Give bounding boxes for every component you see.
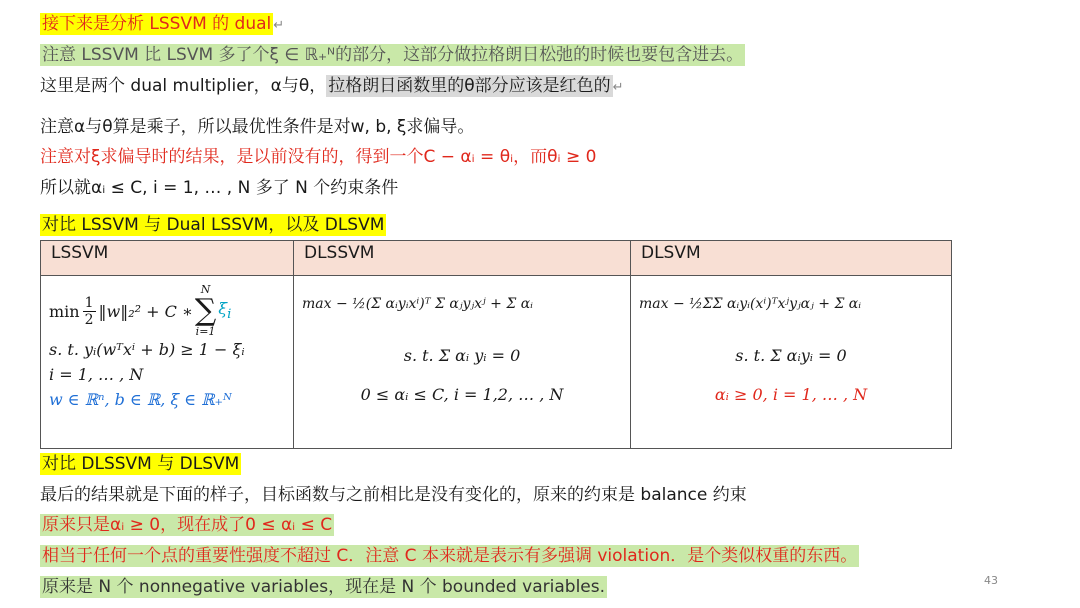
lssvm-constraint-3: w ∈ ℝⁿ, b ∈ ℝ, ξ ∈ ℝ₊ᴺ xyxy=(49,390,232,409)
half-fraction: $\frac{1}{2}$ xyxy=(84,294,94,328)
comparison-table xyxy=(40,240,952,449)
dlssvm-constraint-2: 0 ≤ αᵢ ≤ C, i = 1,2, … , N xyxy=(360,385,564,404)
page-number: 43 xyxy=(984,574,998,587)
lssvm-constraint-2: i = 1, … , N xyxy=(49,365,144,384)
xi-term: $\xi_i$ xyxy=(218,299,232,323)
note-optimality-conditions: 注意α与θ算是乘子，所以最优性条件是对w, b, ξ求偏导。 xyxy=(40,117,475,137)
note-importance-bound: 相当于任何一个点的重要性强度不超过 C．注意 C 本来就是表示有多强调 violation．是个类似权重的东西。 xyxy=(42,546,858,566)
dlsvm-constraint-1: s. t. Σ αᵢyᵢ = 0 xyxy=(735,346,847,365)
cell-dlsvm xyxy=(631,276,952,449)
heading-dual-analysis: 接下来是分析 LSSVM 的 dual ↵ xyxy=(42,14,285,34)
note-variable-types: 原来是 N 个 nonnegative variables，现在是 N 个 bounded variables. xyxy=(42,577,606,597)
note-dual-multipliers: 这里是两个 dual multiplier，α与θ， 拉格朗日函数里的θ部分应该是红色的 ↵ xyxy=(40,76,624,96)
note-extra-constraints: 所以就αᵢ ≤ C, i = 1, … , N 多了 N 个约束条件 xyxy=(40,178,399,198)
note-constraint-change: 原来只是αᵢ ≥ 0，现在成了0 ≤ αᵢ ≤ C xyxy=(42,515,333,535)
dlsvm-objective: max − ½ΣΣ αᵢyᵢ(xⁱ)ᵀxʲyⱼαⱼ + Σ αᵢ xyxy=(639,296,862,312)
header-dlssvm: DLSSVM xyxy=(294,241,631,276)
table-header-row xyxy=(41,241,952,276)
heading-compare-dual: 对比 DLSSVM 与 DLSVM xyxy=(42,454,240,474)
lssvm-constraint-1: s. t. yᵢ(wᵀxⁱ + b) ≥ 1 − ξᵢ xyxy=(49,340,245,359)
note-final-result: 最后的结果就是下面的样子，目标函数与之前相比是没有变化的，原来的约束是 balance 约束 xyxy=(40,485,747,505)
cell-lssvm xyxy=(41,276,294,449)
dlssvm-constraint-1: s. t. Σ αᵢ yᵢ = 0 xyxy=(403,346,521,365)
note-xi-derivative: 注意对ξ求偏导时的结果，是以前没有的，得到一个C − αᵢ = θᵢ，而θᵢ ≥ 0 xyxy=(40,147,597,167)
heading-compare-three: 对比 LSSVM 与 Dual LSSVM，以及 DLSVM xyxy=(42,215,385,235)
header-dlsvm: DLSVM xyxy=(631,241,952,276)
cell-dlssvm xyxy=(294,276,631,449)
sum-symbol: N ∑ i=1 xyxy=(194,283,217,338)
note-xi-part: 注意 LSSVM 比 LSVM 多了个ξ ∈ ℝ₊ᴺ的部分，这部分做拉格朗日松弛的时候也要包含进去。 xyxy=(42,45,744,65)
dlssvm-objective: max − ½(Σ αᵢyᵢxⁱ)ᵀ Σ αⱼyⱼxʲ + Σ αᵢ xyxy=(302,296,533,312)
header-lssvm: LSSVM xyxy=(41,241,294,276)
dlsvm-constraint-2: αᵢ ≥ 0, i = 1, … , N xyxy=(714,385,868,404)
lssvm-objective: min $\frac{1}{2}$ ‖w‖₂² + C ∗ N ∑ i=1 $\xi_i$ xyxy=(49,283,232,338)
table-body-row xyxy=(41,276,952,449)
